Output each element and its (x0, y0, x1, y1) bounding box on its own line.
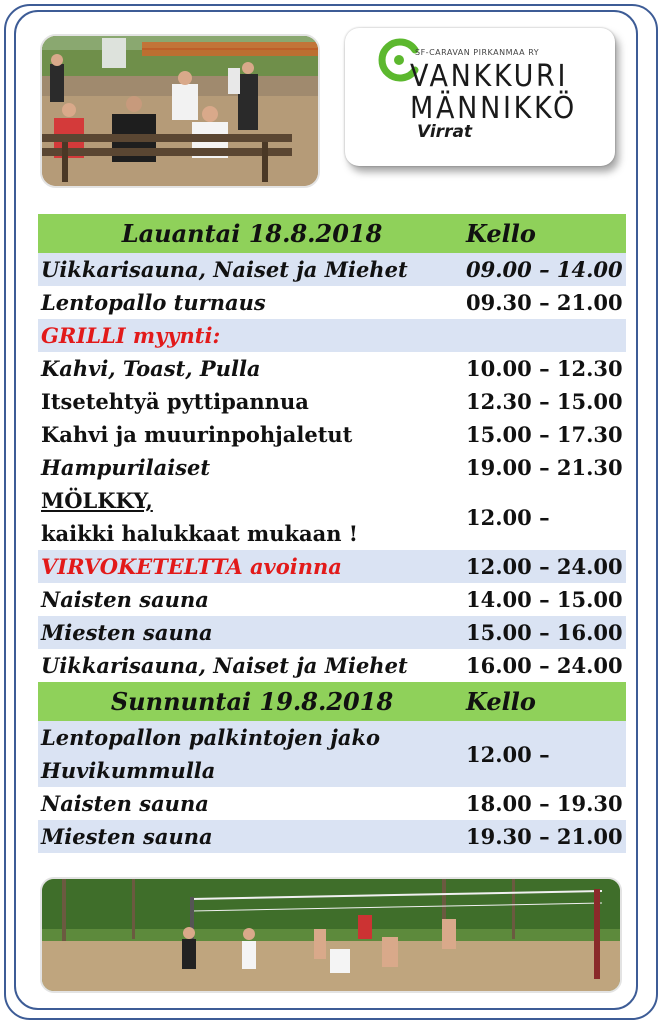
schedule-row: GRILLI myynti: (38, 319, 626, 352)
logo-line1: VANKKURI (410, 59, 569, 94)
vankkuri-logo (345, 28, 615, 166)
schedule-row: Hampurilaiset 19.00 – 21.30 (38, 451, 626, 484)
schedule-row: Uikkarisauna, Naiset ja Miehet 16.00 – 24.00 (38, 649, 626, 682)
sunday-time-header: Kello (466, 687, 536, 716)
logo-line2: MÄNNIKKÖ (410, 91, 577, 126)
logo-org: SF-CARAVAN PIRKANMAA RY (415, 48, 540, 57)
schedule-row: Naisten sauna 14.00 – 15.00 (38, 583, 626, 616)
schedule-row: Kahvi, Toast, Pulla 10.00 – 12.30 (38, 352, 626, 385)
logo-place: Virrat (417, 122, 473, 142)
volleyball-photo (40, 877, 622, 993)
sunday-title: Sunnuntai 19.8.2018 (110, 687, 394, 716)
saturday-header (38, 214, 626, 253)
sunday-header (38, 682, 626, 721)
schedule-row: MÖLKKY, kaikki halukkaat mukaan ! 12.00 – (38, 484, 626, 550)
schedule-row: Lentopallo turnaus 09.30 – 21.00 (38, 286, 626, 319)
schedule-row: Naisten sauna 18.00 – 19.30 (38, 787, 626, 820)
schedule-row: Lentopallon palkintojen jako Huvikummulla 12.00 – (38, 721, 626, 787)
schedule-row: Uikkarisauna, Naiset ja Miehet 09.00 – 14.00 (38, 253, 626, 286)
schedule-row: Miesten sauna 15.00 – 16.00 (38, 616, 626, 649)
schedule-row: Itsetehtyä pyttipannua 12.30 – 15.00 (38, 385, 626, 418)
schedule-table (38, 214, 626, 853)
schedule-row: Miesten sauna 19.30 – 21.00 (38, 820, 626, 853)
saturday-title: Lauantai 18.8.2018 (121, 219, 383, 248)
saturday-time-header: Kello (466, 219, 536, 248)
schedule-row: VIRVOKETELTTA avoinna 12.00 – 24.00 (38, 550, 626, 583)
schedule-row: Kahvi ja muurinpohjaletut 15.00 – 17.30 (38, 418, 626, 451)
spectators-photo (40, 34, 320, 188)
